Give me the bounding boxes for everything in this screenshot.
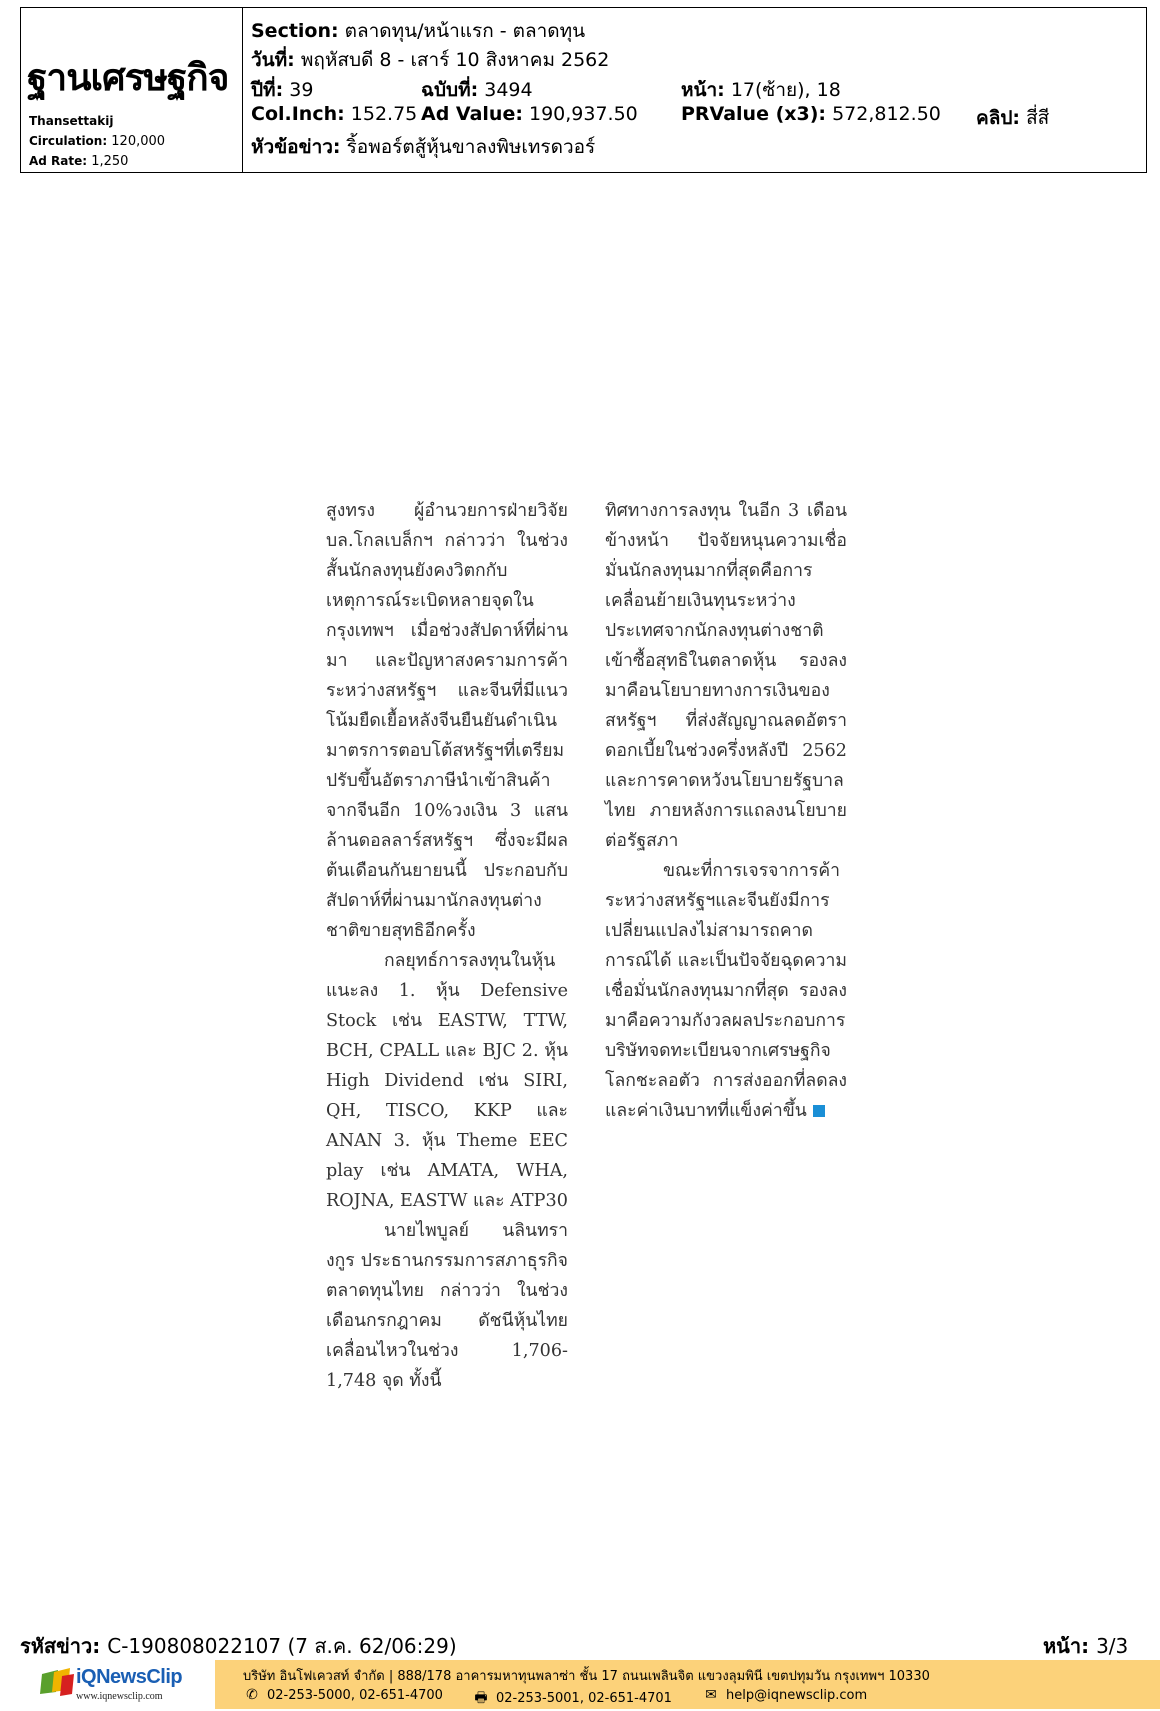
date-field: วันที่: พฤหัสบดี 8 - เสาร์ 10 สิงหาคม 2562 (251, 49, 610, 71)
ad-rate: Ad Rate: 1,250 (29, 154, 129, 169)
article-paragraph: สูงทรง ผู้อำนวยการฝ่ายวิจัย บล.โกลเบล็กฯ กล่าวว่า ในช่วงสั้นนักลงทุนยังคงวิตกกับเหตุการณ์ระเบิดหลายจุดในกรุงเทพฯ เมื่อช่วงสัปดาห์ที่ผ่านมา และปัญหาสงครามการค้าระหว่างสหรัฐฯ และจีนที่มีแนวโน้มยืดเยื้อหลังจีนยืนยันดำเนินมาตรการตอบโต้สหรัฐฯที่เตรียมปรับขึ้นอัตราภาษีนำเข้าสินค้าจากจีนอีก 10%วงเงิน 3 แสนล้านดอลลาร์สหรัฐฯ ซึ่งจะมีผลต้นเดือนกันยายนนี้ ประกอบกับสัปดาห์ที่ผ่านมานักลงทุนต่างชาติขายสุทธิอีกครั้ง (326, 501, 568, 941)
section-field: Section: ตลาดทุน/หน้าแรก - ตลาดทุน (251, 20, 586, 42)
publication-logo: ฐานเศรษฐกิจ (27, 56, 229, 99)
article-paragraph: ทิศทางการลงทุน ในอีก 3 เดือนข้างหน้า ปัจจัยหนุนความเชื่อมั่นนักลงทุนมากที่สุดคือการเคลื่อนย้ายเงินทุนระหว่างประเทศจากนักลงทุนต่างชาติเข้าซื้อสุทธิในตลาดหุ้น รองลงมาคือนโยบายทางการเงินของสหรัฐฯ ที่ส่งสัญญาณลดอัตราดอกเบี้ยในช่วงครึ่งหลังปี 2562 และการคาดหวังนโยบายรัฐบาลไทย ภายหลังการแถลงนโยบายต่อรัฐสภา (605, 501, 847, 851)
email-icon: ✉ (705, 1687, 717, 1703)
phone-contact: ✆ 02-253-5000, 02-651-4700 (243, 1687, 443, 1703)
headline-field: หัวข้อข่าว: ริ้อพอร์ตสู้หุ้นขาลงพิษเทรดวอร์ (251, 136, 596, 158)
issue-field: ฉบับที่: 3494 (421, 79, 533, 101)
article-column-right (605, 496, 847, 1126)
clip-header (20, 7, 1147, 173)
logo-url[interactable]: www.iqnewsclip.com (76, 1691, 163, 1702)
advalue-field: Ad Value: 190,937.50 (421, 103, 638, 125)
article-paragraph: กลยุทธ์การลงทุนในหุ้นแนะลง 1. หุ้น Defensive Stock เช่น EASTW, TTW, BCH, CPALL และ BJC 2. หุ้น High Dividend เช่น SIRI, QH, TISCO, KKP และ ANAN 3. หุ้น Theme EEC play เช่น AMATA, WHA, ROJNA, EASTW และ ATP30 (326, 951, 568, 1211)
news-code: รหัสข่าว: C-190808022107 (7 ส.ค. 62/06:29) (20, 1634, 457, 1658)
circulation: Circulation: 120,000 (29, 134, 166, 149)
fax-contact: 🖶 02-253-5001, 02-651-4701 (472, 1687, 672, 1711)
year-field: ปีที่: 39 (251, 79, 314, 101)
publication-name-en: Thansettakij (29, 114, 114, 128)
publication-box (21, 8, 243, 172)
company-address: บริษัท อินโฟเควสท์ จำกัด | 888/178 อาคารมหาทุนพลาซ่า ชั้น 17 ถนนเพลินจิต แขวงลุมพินี เขตปทุมวัน กรุงเทพฯ 10330 (243, 1669, 930, 1684)
end-of-article-icon (813, 1105, 825, 1117)
page-number: หน้า: 3/3 (1043, 1634, 1129, 1658)
article-paragraph: นายไพบูลย์ นลินทรางกูร ประธานกรรมการสภาธุรกิจตลาดทุนไทย กล่าวว่า ในช่วงเดือนกรกฎาคม ดัชนีหุ้นไทยเคลื่อนไหวในช่วง 1,706-1,748 จุด ทั้งนี้ (326, 1221, 568, 1391)
article-paragraph: ขณะที่การเจรจาการค้าระหว่างสหรัฐฯและจีนยังมีการเปลี่ยนแปลงไม่สามารถคาดการณ์ได้ และเป็นปัจจัยฉุดความเชื่อมั่นนักลงทุนมากที่สุด รองลงมาคือความกังวลผลประกอบการบริษัทจดทะเบียนจากเศรษฐกิจโลกชะลอตัว การส่งออกที่ลดลงและค่าเงินบาทที่แข็งค่าขึ้น (605, 861, 847, 1121)
newsclip-icon (40, 1668, 74, 1696)
fax-icon: 🖶 (474, 1690, 488, 1706)
iqnewsclip-logo[interactable] (40, 1666, 200, 1706)
page-field: หน้า: 17(ซ้าย), 18 (681, 79, 841, 101)
email-contact[interactable]: ✉ help@iqnewsclip.com (702, 1687, 867, 1703)
article-column-left (326, 496, 568, 1396)
prvalue-field: PRValue (x3): 572,812.50 (681, 103, 941, 125)
clip-type-field: คลิป: สี่สี (976, 107, 1050, 129)
logo-text: iQNewsClip (76, 1666, 183, 1688)
phone-icon: ✆ (246, 1687, 258, 1703)
colinch-field: Col.Inch: 152.75 (251, 103, 418, 125)
